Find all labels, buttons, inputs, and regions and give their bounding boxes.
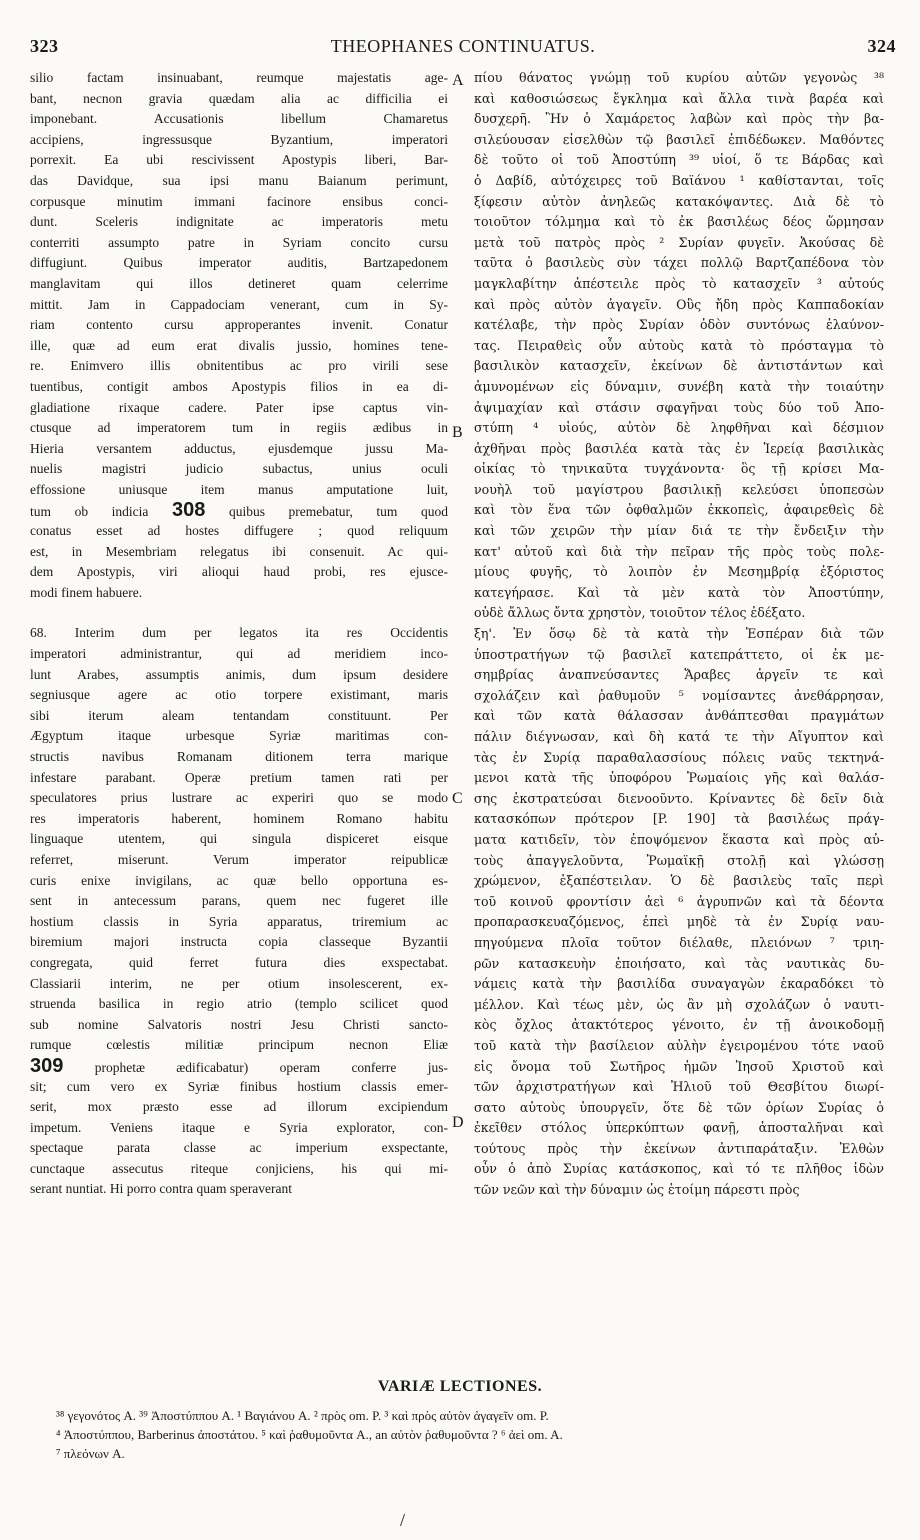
text-line: lunt Arabes, assumptis animis, dum ipsum desidere xyxy=(30,666,448,682)
text-line: effossione uniusque item manus amputatione luit, xyxy=(30,481,448,497)
text-line: πίου θάνατος γνώμῃ τοῦ κυρίου αὐτῶν γεγονὼς ³⁸ xyxy=(474,70,884,85)
text-line: κατέλαβε, τὴν πρὸς Συρίαν ὁδὸν συντόνως ἐλαύνον- xyxy=(474,317,884,333)
margin-letter-c: C xyxy=(452,790,463,807)
margin-letter-d: D xyxy=(452,1114,464,1131)
text-line: καὶ τὸν ἕνα τῶν ὀφθαλμῶν ἐκκοπεὶς, ἀφαιρεθεὶς δὲ xyxy=(474,502,884,518)
text-line: speculatores prius lustrare ac experiri quo se modo xyxy=(30,790,448,806)
text-line: τῶν νεῶν καὶ τὴν δύναμιν ὡς ἑτοίμη πάρεστι πρὸς xyxy=(474,1182,800,1198)
text-line: τοὺς ἀπαγγελοῦντα, Ῥωμαϊκῇ στολῇ καὶ γλώσσῃ xyxy=(474,852,884,868)
text-line: accipiens, ingressusque Byzantium, imperatori xyxy=(30,131,448,147)
text-line: μετὰ τοῦ πατρὸς πρὸς ² Συρίαν φυγεῖν. Ἀκούσας δὲ xyxy=(474,234,884,250)
text-line: structis navibus Romanam ditionem terra marique xyxy=(30,749,448,764)
text-line: κὸς ὄχλος ἀτακτότερος γένοιτο, ἐν τῇ ἀνοικοδομῇ xyxy=(474,1017,884,1033)
text-line: hostium classis in Syria apparatus, triremium ac xyxy=(30,913,448,929)
latin-column xyxy=(30,68,448,1200)
text-line: struenda basilica in regio atrio (templo scilicet quod xyxy=(30,996,448,1012)
text-line: res imperatoris haberent, hominem Romano habitu xyxy=(30,810,448,826)
text-line: cunctaque assecutus riteque conjiciens, his qui mi- xyxy=(30,1160,448,1176)
text-line: νουὴλ τοῦ μαγίστρου βασιλικῇ κελεύσει ὑποπεσὼν xyxy=(474,481,884,497)
text-line: diffugiunt. Quibus imperator auditis, Bartzapedonem xyxy=(30,255,448,271)
text-line: βασιλικὸν κατασχεῖν, ἐκείνων δὲ ἀντιστάντων καὶ xyxy=(474,358,884,374)
text-line: σης ἐκστρατεύσαι διενοοῦντο. Κρίναντες δὲ δεῖν διὰ xyxy=(474,790,884,806)
margin-letter-a: A xyxy=(452,72,464,89)
text-line: σχολάζειν καὶ ῥαθυμοῦν ⁵ νομίσαντες ἀνεθάρρησαν, xyxy=(474,687,884,703)
text-line: καὶ τῶν κατὰ θάλασσαν ἀνθάπτεσθαι πραγμάτων xyxy=(474,708,884,724)
text-line: μαγκλαβίτην ἀπέστειλε πρὸς τὸ κατασχεῖν ³ αὐτούς xyxy=(474,275,884,291)
text-line: impetum. Veniens itaque e Syria explorator, con- xyxy=(30,1119,448,1135)
text-line: καὶ πρὸς αὐτὸν ἀγαγεῖν. Οὓς ἤδη πρὸς Καππαδοκίαν xyxy=(474,296,884,312)
text-line: sent in antecessum parans, quem nec fugeret ille xyxy=(30,893,448,909)
running-title: THEOPHANES CONTINUATUS. xyxy=(330,36,596,56)
edition-page-number: 308 xyxy=(171,500,206,522)
text-line: sibi iterum aleam tentandam constituunt. Per xyxy=(30,707,448,723)
text-line: porrexit. Ea ubi rescivissent Apostypis liberi, Bar- xyxy=(30,152,448,168)
text-line: sit; cum vero ex Syriæ finibus hostium classis emer- xyxy=(30,1078,448,1094)
text-line: ταῦτα ὁ βασιλεὺς σὺν τάχει πολλῷ Βαρτζαπέδονα τὸν xyxy=(474,255,884,271)
text-line: 68. Interim dum per legatos ita res Occidentis xyxy=(30,625,448,641)
text-line: modi finem habuere. xyxy=(30,584,143,600)
text-line: riam contento cursu approperantes invenit. Conatur xyxy=(30,317,448,333)
text-line: biremium majori instructa copia classeque Byzantii xyxy=(30,934,448,950)
text-line: tum ob indicia 308 quibus premebatur, tum quod xyxy=(30,500,448,522)
text-line: τας. Πειραθεὶς οὖν αὐτοὺς κατὰ τὸ πρόσταγμα τὸ xyxy=(474,337,884,353)
text-line: mittit. Jam in Cappadociam venerant, cum in Sy- xyxy=(30,296,448,312)
text-line: μίους φυγῆς, τὸ λοιπὸν ἐν Μεσημβρίᾳ ἐξόριστος xyxy=(474,564,884,580)
footer-mark: / xyxy=(400,1510,406,1530)
text-line: πηγούμενα πλοῖα τοῦτον διέλαθε, πλειόνων ⁷ τριη- xyxy=(474,934,884,950)
text-line: conterriti assumpto patre in Syriam concito cursu xyxy=(30,234,448,250)
text-line: οὖν ὁ ἀπὸ Συρίας κατάσκοπος, καὶ τό τε πλῆθος ἰδὼν xyxy=(474,1161,884,1177)
text-line: nuelis magistri judicio subactus, unius oculi xyxy=(30,461,448,477)
text-line: οὐδὲ ἄλλως ὄντα χρηστὸν, τοιοῦτον τέλος ἐδέξατο. xyxy=(474,605,806,621)
text-line: τοῦ κατὰ τὴν βασίλειον αὐλὴν ἐγειρομένου τότε ναοῦ xyxy=(474,1037,884,1053)
text-line: ἀμυνομένων εἰς δύναμιν, συνέβη κατὰ τὴν τοιαύτην xyxy=(474,378,884,394)
text-line: sub nomine Salvatoris nostri Jesu Christi sancto- xyxy=(30,1016,448,1032)
text-line: κατεγήρασε. Καὶ τὰ μὲν κατὰ τὸν Ἀποστύπην, xyxy=(474,584,884,600)
text-line: μενοι κατὰ τῆς ὑποφόρου Ῥωμαίοις γῆς καὶ θαλάσ- xyxy=(474,770,884,786)
text-line: σατο αὐτοὺς ὑπουργεῖν, ὅτε δὲ τῶν ὁρίων Συρίας ὁ xyxy=(474,1099,884,1115)
text-line: ξη'. Ἐν ὅσῳ δὲ τὰ κατὰ τὴν Ἑσπέραν διὰ τῶν xyxy=(474,626,884,642)
text-line: spectaque parata classe ac imperium exspectante, xyxy=(30,1140,448,1156)
text-line: das Davidque, sua ipsi manu Baianum perimunt, xyxy=(30,172,448,188)
text-line: 309 prophetæ ædificabatur) operam conferre jus- xyxy=(30,1055,448,1077)
text-line: infestare parabant. Operæ pretium tamen rati per xyxy=(30,769,448,785)
text-line: ctusque ad imperatorem tum in regiis ædibus in xyxy=(30,420,448,436)
text-line: τῶν ἀρχιστρατήγων καὶ Ἠλιοῦ τοῦ Θεσβίτου διωρί- xyxy=(474,1079,884,1095)
variant-line: ⁴ Ἀποστύππου, Barberinus ἀποστάτου. ⁵ καὶ ῥαθυμοῦντα A., an αὐτὸν ῥαθυμοῦντα ? ⁶ ἀεὶ om. A. xyxy=(56,1427,563,1442)
text-line: ὁ Δαβίδ, αὐτόχειρες τοῦ Βαϊάνου ¹ καθίστανται, τοῖς xyxy=(474,172,884,188)
text-line: tuentibus, contigit ambos Apostypis filios in ea di- xyxy=(30,378,448,394)
text-line: δὲ τοῦτο οἱ τοῦ Ἀποστύπη ³⁹ υἱοί, ὅ τε Βάρδας καὶ xyxy=(474,152,884,168)
page-number-right: 324 xyxy=(867,36,896,56)
page-number-left: 323 xyxy=(30,36,59,56)
text-line: imponebant. Accusationis libellum Chamaretus xyxy=(30,111,448,127)
text-line: dem Apostypis, viri alioqui haud probi, res ejusce- xyxy=(30,564,448,580)
text-line: est, in Mesembriam relegatus ibi consenuit. Ac qui- xyxy=(30,543,448,559)
text-line: ἀχθῆναι πρὸς βασιλέα κατὰ τὰς ἐν Ἱερείᾳ βασιλικὰς xyxy=(474,440,884,456)
text-line: καὶ καθοσιώσεως ἔγκλημα καὶ ἄλλα τινὰ βαρέα καὶ xyxy=(474,90,884,106)
text-line: κατ' αὐτοῦ καὶ διὰ τὴν πεῖραν τῆς πρὸς τοὺς πολε- xyxy=(474,543,884,559)
text-line: μέλλον. Καὶ τέως μὲν, ὡς ἂν μὴ σχολάζων ὁ ναυτι- xyxy=(474,996,884,1012)
running-header xyxy=(30,36,896,62)
text-line: Ægyptum itaque urbesque Syriæ maritimas con- xyxy=(30,728,448,744)
text-line: καὶ τῶν χειρῶν τὴν μίαν διά τε τὴν ἔνδειξιν τὴν xyxy=(474,523,884,539)
text-line: στύπη ⁴ υἱούς, αὐτὸν δὲ ληφθῆναι καὶ δέσμιον xyxy=(474,420,884,436)
paragraph-gap xyxy=(30,603,448,623)
text-line: σημβρίας ἀναπνεύσαντες Ἄραβες ἀργεῖν τε καὶ xyxy=(474,667,884,683)
text-line: serant nuntiat. Hi porro contra quam speraverant xyxy=(30,1181,293,1197)
text-line: νάμεις κατὰ τὴν βασιλίδα συναγαγὼν ἐκαραδόκει τὸ xyxy=(474,976,884,992)
text-line: τοιοῦτον τόλμημα καὶ τὸ ἐκ βασιλέως δέος ὥρμησαν xyxy=(474,214,884,230)
text-line: τὰς ἐν Συρίᾳ παραθαλασσίους πόλεις ναῦς τεκτηνά- xyxy=(474,749,884,765)
variae-lectiones-title: VARIÆ LECTIONES. xyxy=(377,1378,543,1395)
text-line: imperatori administrantur, qui ad meridiem inco- xyxy=(30,646,448,662)
text-line: εἰς ὄνομα τοῦ Σωτῆρος ἡμῶν Ἰησοῦ Χριστοῦ καὶ xyxy=(474,1058,884,1074)
text-line: κατασκόπων πρότερον [P. 190] τὰ βασιλέως πράγ- xyxy=(474,811,884,827)
text-line: bant, necnon gravia quædam alia ac difficilia ei xyxy=(30,90,448,106)
text-line: σιλεύουσαν εἰσελθὼν τῷ βασιλεῖ ἐπιδέδωκεν. Μαθόντες xyxy=(474,131,884,147)
edition-page-number: 309 xyxy=(30,1055,64,1077)
text-line: conatus esset ad hostes diffugere ; quod reliquum xyxy=(30,523,448,539)
text-line: Hieria versantem adductus, ejusdemque jussu Ma- xyxy=(30,440,448,456)
text-line: ἀψιμαχίαν καὶ στάσιν σφαγῆναι τοὺς δύο τοῦ Ἀπο- xyxy=(474,399,884,415)
text-line: curis enixe invigilans, ac quæ bello opportuna es- xyxy=(30,872,448,888)
text-line: corpusque minutim immani facinore ensibus conci- xyxy=(30,193,448,209)
greek-column xyxy=(474,68,884,1201)
variae-lectiones xyxy=(56,1406,876,1463)
text-line: ἐκεῖθεν στόλος ὑπερκύπτων φανῇ, ἀποσταλῆναι καὶ xyxy=(474,1120,884,1136)
text-line: οἰκίας τὸ τηνικαῦτα τυγχάνοντα· ὃς τῇ κρίσει Μα- xyxy=(474,461,884,477)
text-line: dunt. Sceleris indignitate ac imperatoris metu xyxy=(30,214,448,230)
text-line: segniusque agere ac otio torpere existimant, maris xyxy=(30,687,448,703)
margin-letter-b: B xyxy=(452,424,463,441)
text-line: ille, quæ ad eum erat divalis jussio, homines tene- xyxy=(30,337,448,353)
text-line: ξίφεσιν αὐτὸν ἀνηλεῶς κατακόψαντες. Διὰ δὲ τὸ xyxy=(474,193,884,209)
text-line: referret, miserunt. Verum imperator reipublicæ xyxy=(30,851,448,867)
text-line: ματα κατιδεῖν, τὸν ἐποψόμενον ἕκαστα καὶ πρὸς αὐ- xyxy=(474,831,884,847)
variant-line: ⁷ πλεόνων A. xyxy=(56,1446,125,1461)
text-line: τούτους πρὸς τὴν ἐκείνων ἀντιπαράταξιν. Ἐλθὼν xyxy=(474,1140,884,1156)
variant-line: ³⁸ γεγονότος A. ³⁹ Ἀποστύππου A. ¹ Βαγιάνου A. ² πρὸς om. P. ³ καὶ πρὸς αὐτὸν ἀγαγεῖν om. P. xyxy=(56,1408,549,1423)
text-line: χρώμενον, ἐξαπέστειλαν. Ὁ δὲ βασιλεὺς ταῖς περὶ xyxy=(474,873,884,889)
text-line: linguaque utentem, qui singula dispiceret eisque xyxy=(30,831,448,847)
text-line: manglavitam qui illos detineret quam celerrime xyxy=(30,275,448,291)
text-line: τοῦ κοινοῦ φροντίσιν ἀεὶ ⁶ ἀγρυπνῶν καὶ τὰ δέοντα xyxy=(474,893,884,909)
text-line: re. Enimvero illis obnitentibus ac pro virili sese xyxy=(30,358,448,374)
text-line: congregata, quid ferret futura dies exspectabat. xyxy=(30,954,448,970)
text-line: πάλιν διέγνωσαν, καὶ δὴ κατά τε τὴν Αἴγυπτον καὶ xyxy=(474,729,884,744)
text-line: rumque cœlestis militiæ principum necnon Eliæ xyxy=(30,1037,448,1053)
text-line: ρῶν κατασκευὴν ἐποιήσατο, καὶ τὰς ναυτικὰς δυ- xyxy=(474,955,884,971)
text-line: serit, mox præsto esse ad illorum excipiendum xyxy=(30,1099,448,1115)
text-line: silio factam insinuabant, reumque majestatis age- xyxy=(30,70,448,85)
text-line: gladiatione rixaque cadere. Pater ipse captus vin- xyxy=(30,399,448,415)
text-line: ὑποστρατήγων τῷ βασιλεῖ κατεπράττετο, οἱ ἐκ με- xyxy=(474,646,884,662)
text-line: δυσχερῆ. Ἣν ὁ Χαμάρετος λαβὼν καὶ πρὸς τὴν βα- xyxy=(474,111,884,127)
text-line: Classiarii interim, ne per otium insolescerent, ex- xyxy=(30,975,448,991)
text-line: προπαρασκευαζόμενος, ἐπεὶ μηδὲ τὰ ἐν Συρίᾳ ναυ- xyxy=(474,914,884,930)
